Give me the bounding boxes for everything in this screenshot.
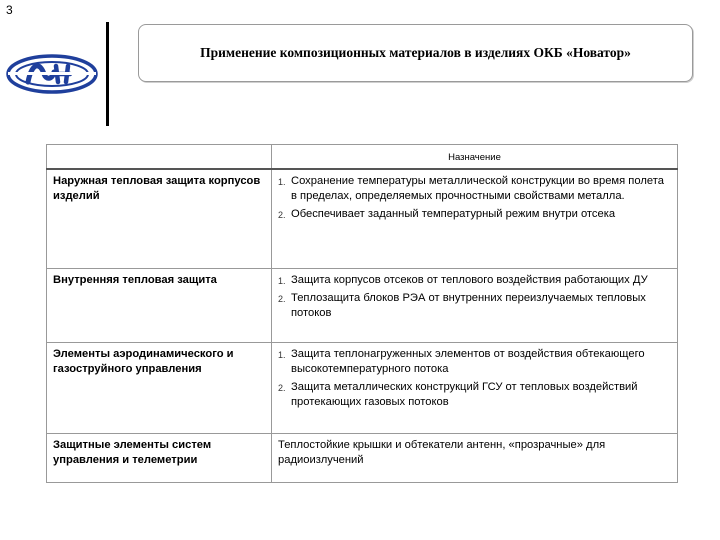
table-row (47, 169, 678, 269)
page-number: 3 (6, 3, 13, 17)
materials-table (46, 144, 678, 483)
column-header-purpose: Назначение (272, 145, 678, 170)
list-number: 1. (278, 350, 286, 360)
list-item (278, 291, 671, 321)
page-title: Применение композиционных материалов в изделиях ОКБ «Новатор» (200, 45, 631, 60)
list-number: 1. (278, 276, 286, 286)
list-item-text: Защита корпусов отсеков от теплового воздействия работающих ДУ (291, 274, 648, 286)
company-logo (6, 52, 98, 96)
vertical-divider (106, 22, 109, 126)
purpose-cell (272, 169, 678, 269)
list-item (278, 207, 671, 222)
purpose-cell (272, 269, 678, 343)
table-row (47, 343, 678, 434)
purpose-cell (272, 343, 678, 434)
list-number: 2. (278, 210, 286, 220)
column-header-element (47, 145, 272, 170)
list-item-text: Защита теплонагруженных элементов от воздействия обтекающего высокотемпературного потока (291, 348, 645, 375)
element-cell: Защитные элементы систем управления и телеметрии (47, 434, 272, 483)
purpose-list (278, 273, 671, 321)
list-item (278, 380, 671, 410)
purpose-cell: Теплостойкие крышки и обтекатели антенн, «прозрачные» для радиоизлучений (272, 434, 678, 483)
list-item (278, 347, 671, 377)
list-item-text: Сохранение температуры металлической конструкции во время полета в пределах, определяемых прочностными свойствами металла. (291, 175, 664, 202)
list-item (278, 273, 671, 288)
list-number: 1. (278, 177, 286, 187)
list-item (278, 174, 671, 204)
list-item-text: Защита металлических конструкций ГСУ от тепловых воздействий протекающих газовых потоков (291, 381, 638, 408)
list-item-text: Теплозащита блоков РЭА от внутренних переизлучаемых тепловых потоков (291, 292, 646, 319)
purpose-list (278, 174, 671, 222)
element-cell: Элементы аэродинамического и газоструйного управления (47, 343, 272, 434)
table-row (47, 269, 678, 343)
element-cell: Наружная тепловая защита корпусов изделий (47, 169, 272, 269)
purpose-list (278, 347, 671, 410)
table-header-row (47, 145, 678, 170)
list-number: 2. (278, 294, 286, 304)
list-number: 2. (278, 383, 286, 393)
table-row (47, 434, 678, 483)
element-cell: Внутренняя тепловая защита (47, 269, 272, 343)
list-item-text: Обеспечивает заданный температурный режим внутри отсека (291, 208, 616, 220)
title-box (138, 24, 693, 82)
